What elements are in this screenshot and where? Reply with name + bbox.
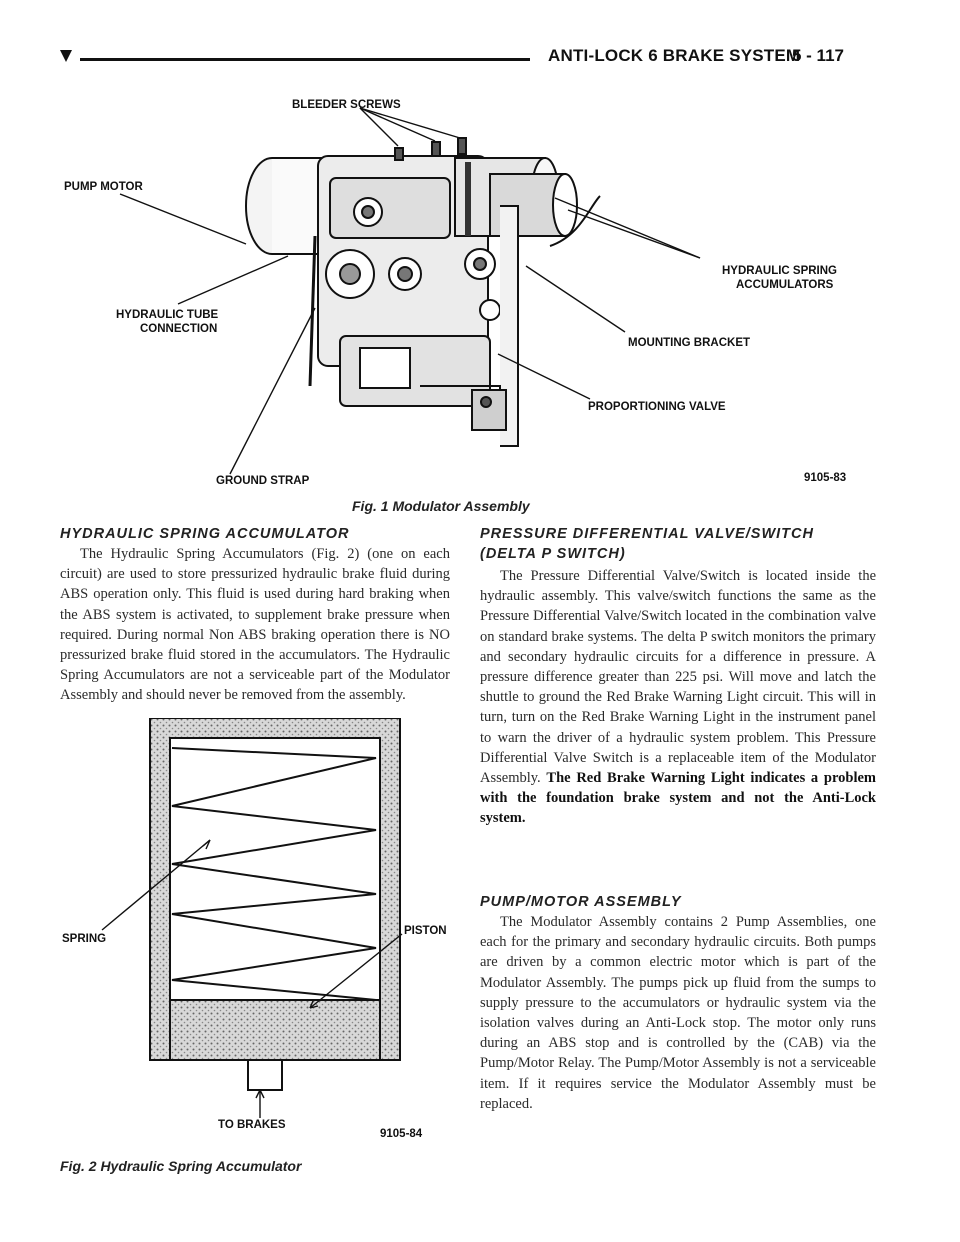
label-hydraulic-spring-1: HYDRAULIC SPRING (722, 265, 838, 277)
text-pump-motor-assembly (480, 912, 876, 1114)
label-ground-strap: GROUND STRAP (216, 475, 310, 487)
label-hydraulic-tube-1: HYDRAULIC TUBE (116, 309, 219, 321)
page-number: 5 - 117 (792, 46, 844, 65)
heading-pressure-differential (480, 524, 814, 564)
paragraph-delta-p-bold: The Red Brake Warning Light indicates a problem with the foundation brake system and not the Anti-Lock system. (480, 770, 877, 827)
header-triangle-icon (60, 50, 72, 62)
heading-pressure-differential-line1: PRESSURE DIFFERENTIAL VALVE/SWITCH (480, 526, 814, 542)
paragraph-pump-motor: The Modulator Assembly contains 2 Pump Assemblies, one each for the primary and secondary hydraulic circuits. Both pumps are driven by a common electric motor which is part of the Modulator Assembly. The pumps pick up fluid from the sumps to supply pressure to the accumulators or hydraulic system via the isolation valves during an Anti-Lock stop. The motor only runs during an ABS stop and is controlled by the (CAB) via the Pump/Motor Relay. The Pump/Motor Assembly is not a serviceable item. If it requires service the Modulator Assembly must be replaced. (480, 914, 876, 1112)
label-piston: PISTON (404, 925, 447, 937)
heading-pump-motor-assembly: PUMP/MOTOR ASSEMBLY (480, 894, 682, 910)
header-rule (80, 58, 530, 61)
text-hydraulic-spring-accumulator (60, 544, 450, 706)
label-hydraulic-tube-2: CONNECTION (140, 323, 218, 335)
label-bleeder-screws: BLEEDER SCREWS (292, 99, 401, 111)
paragraph-delta-p (480, 566, 876, 829)
label-mounting-bracket: MOUNTING BRACKET (628, 337, 751, 349)
accumulator-illustration (60, 718, 460, 1148)
label-hydraulic-spring-2: ACCUMULATORS (736, 279, 834, 291)
figure1-caption: Fig. 1 Modulator Assembly (352, 498, 530, 514)
label-spring: SPRING (62, 933, 107, 945)
heading-hydraulic-spring-accumulator: HYDRAULIC SPRING ACCUMULATOR (60, 526, 350, 542)
figure-hydraulic-spring-accumulator (60, 718, 460, 1148)
page-title: ANTI-LOCK 6 BRAKE SYSTEM (548, 46, 801, 65)
figure2-id: 9105-84 (380, 1128, 423, 1140)
text-pressure-differential (480, 566, 876, 829)
paragraph-delta-p-body: The Pressure Differential Valve/Switch is located inside the hydraulic assembly. This valve/switch functions the same as the Pressure Differential Valve/Switch located in the combination valve on standard brake systems. The delta P switch monitors the primary and secondary hydraulic circuits for a difference in pressure. A pressure difference greater than 225 psi. Will move and latch the shuttle to ground the Red Brake Warning Light circuit. This will in turn, turn on the Red Brake Warning Light in the instrument panel to warn the driver of a hydraulic system problem. This Pressure Differential Valve Switch is a replaceable item of the Modulator Assembly. (480, 568, 876, 787)
figure1-id: 9105-83 (804, 472, 847, 484)
label-pump-motor: PUMP MOTOR (64, 181, 143, 193)
label-proportioning-valve: PROPORTIONING VALVE (588, 401, 726, 413)
label-to-brakes: TO BRAKES (218, 1119, 286, 1131)
heading-pressure-differential-line2: (DELTA P SWITCH) (480, 546, 626, 562)
paragraph-accumulator: The Hydraulic Spring Accumulators (Fig. 2) (one on each circuit) are used to store pressurized hydraulic brake fluid during ABS operation only. This fluid is used during hard braking when the ABS system is activated, to supplement brake pressure when required. During normal Non ABS braking operation there is NO pressurized brake fluid stored in the accumulators. The Hydraulic Spring Accumulators are not a serviceable part of the Modulator Assembly and should never be removed from the assembly. (60, 546, 450, 704)
figure-modulator-assembly (60, 86, 890, 496)
figure2-caption: Fig. 2 Hydraulic Spring Accumulator (60, 1158, 302, 1174)
